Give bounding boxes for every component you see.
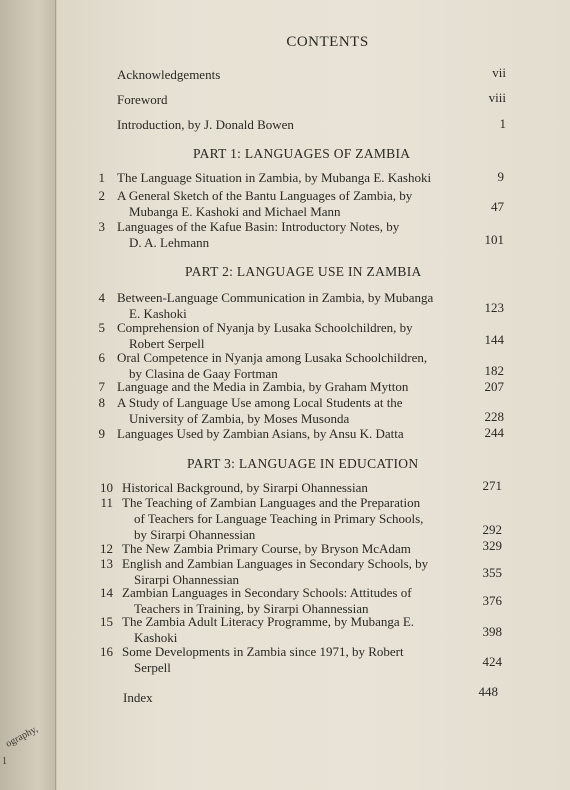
- toc-page-number: 123: [484, 300, 504, 315]
- toc-entry: Historical Background, by Sirarpi Ohannessian: [122, 480, 368, 495]
- toc-entry: The Language Situation in Zambia, by Mubanga E. Kashoki: [117, 170, 432, 185]
- page-title: CONTENTS: [286, 34, 369, 50]
- toc-page-number: 144: [484, 332, 504, 347]
- toc-entry-number: 5: [98, 320, 105, 335]
- toc-entry: A Study of Language Use among Local Students at the University of Zambia, by Moses Musonda: [117, 395, 403, 426]
- toc-entry: The Zambia Adult Literacy Programme, by Mubanga E. Kashoki: [122, 614, 415, 645]
- toc-entry-number: 2: [98, 188, 105, 203]
- toc-page-number: 182: [484, 363, 504, 378]
- toc-page-number: 9: [497, 169, 504, 184]
- toc-entry-number: 10: [100, 480, 113, 495]
- toc-entry-number: 16: [100, 644, 113, 659]
- toc-entry: Language and the Media in Zambia, by Graham Mytton: [117, 379, 409, 394]
- toc-entry: The Teaching of Zambian Languages and the Preparation of Teachers for Language Teaching in Primary Schools, by Sirarpi Ohannessian: [122, 495, 424, 542]
- toc-page-number: viii: [488, 90, 506, 105]
- part-heading: PART 1: LANGUAGES OF ZAMBIA: [193, 146, 411, 161]
- toc-page-number: 292: [482, 522, 502, 537]
- toc-entry-number: 15: [100, 614, 113, 629]
- toc-entry-acknowledgements: Acknowledgements: [117, 67, 221, 82]
- toc-entry-number: 11: [100, 495, 113, 510]
- toc-page-number: 329: [482, 538, 502, 553]
- toc-entry-number: 13: [100, 556, 113, 571]
- toc-page-number: 448: [478, 684, 498, 699]
- facing-page-fragment: ography,: [4, 723, 40, 750]
- toc-page-number: 101: [484, 232, 504, 247]
- toc-entry: English and Zambian Languages in Secondary Schools, by Sirarpi Ohannessian: [122, 556, 429, 587]
- toc-page-number: 244: [484, 425, 504, 440]
- toc-entry: Zambian Languages in Secondary Schools: Attitudes of Teachers in Training, by Sirarpi Ohannessian: [122, 585, 412, 616]
- toc-page-number: vii: [492, 65, 506, 80]
- toc-page-number: 398: [482, 624, 502, 639]
- toc-page-number: 1: [499, 116, 506, 131]
- toc-entry: Languages of the Kafue Basin: Introductory Notes, by D. A. Lehmann: [117, 219, 400, 250]
- toc-page-number: 376: [482, 593, 502, 608]
- toc-entry: Between-Language Communication in Zambia, by Mubanga E. Kashoki: [117, 290, 434, 321]
- toc-entry-number: 14: [100, 585, 113, 600]
- toc-entry: Some Developments in Zambia since 1971, by Robert Serpell: [122, 644, 404, 675]
- toc-entry: Oral Competence in Nyanja among Lusaka Schoolchildren, by Clasina de Gaay Fortman: [117, 350, 428, 381]
- toc-entry: A General Sketch of the Bantu Languages of Zambia, by Mubanga E. Kashoki and Michael Mann: [117, 188, 413, 219]
- part-heading: PART 2: LANGUAGE USE IN ZAMBIA: [185, 264, 422, 279]
- toc-entry-number: 3: [98, 219, 105, 234]
- toc-entry-number: 8: [98, 395, 105, 410]
- toc-entry: Comprehension of Nyanja by Lusaka Schoolchildren, by Robert Serpell: [117, 320, 413, 351]
- toc-entry-foreword: Foreword: [117, 92, 168, 107]
- contents-page: [57, 0, 570, 790]
- toc-page-number: 207: [484, 379, 504, 394]
- toc-entry-introduction: Introduction, by J. Donald Bowen: [117, 117, 294, 132]
- part-heading: PART 3: LANGUAGE IN EDUCATION: [187, 456, 419, 471]
- toc-entry-number: 12: [100, 541, 113, 556]
- toc-page-number: 355: [482, 565, 502, 580]
- toc-page-number: 228: [484, 409, 504, 424]
- toc-page-number: 47: [491, 199, 504, 214]
- toc-entry-index: Index: [123, 690, 153, 705]
- toc-entry-number: 1: [98, 170, 105, 185]
- toc-entry-number: 9: [98, 426, 105, 441]
- toc-page-number: 271: [482, 478, 502, 493]
- toc-page-number: 424: [482, 654, 502, 669]
- toc-entry: The New Zambia Primary Course, by Bryson McAdam: [122, 541, 411, 556]
- toc-entry-number: 6: [98, 350, 105, 365]
- toc-entry: Languages Used by Zambian Asians, by Ansu K. Datta: [117, 426, 404, 441]
- facing-page-fragment: 1: [2, 756, 7, 767]
- toc-entry-number: 7: [98, 379, 105, 394]
- toc-entry-number: 4: [98, 290, 105, 305]
- facing-page-edge: [0, 0, 56, 790]
